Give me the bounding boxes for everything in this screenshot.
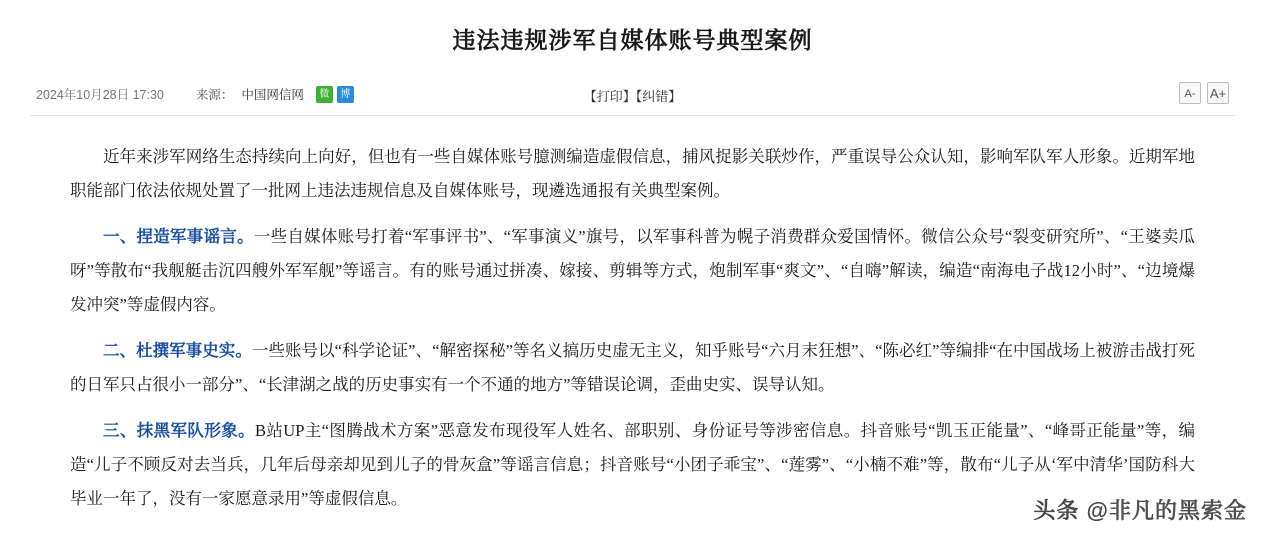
paragraph-item-2	[70, 334, 1195, 402]
paragraph-lead: 三、抹黑军队形象。	[103, 421, 255, 440]
watermark-prefix: 头条 @	[1033, 498, 1109, 523]
right-margin	[1247, 0, 1265, 533]
paragraph-text: 一些账号以“科学论证”、“解密探秘”等名义搞历史虚无主义，知乎账号“六月末狂想”、“陈必红”等编排“在中国战场上被游击战打死的日军只占很小一部分”、“长津湖之战的历史事实有一个不通的地方”等错误论调，歪曲史实、误导认知。	[70, 341, 1196, 394]
font-decrease-button[interactable]: A-	[1179, 82, 1201, 104]
source-label: 来源：	[195, 88, 234, 102]
paragraph-lead: 二、杜撰军事史实。	[103, 341, 252, 360]
publish-date: 2024年10月28日 17:30	[36, 88, 164, 102]
paragraph-text: 近年来涉军网络生态持续向上向好，但也有一些自媒体账号臆测编造虚假信息，捕风捉影关联炒作，严重误导公众认知，影响军队军人形象。近期军地职能部门依法依规处置了一批网上违法违规信息及自媒体账号，现遴选通报有关典型案例。	[70, 147, 1195, 200]
wechat-share-icon-glyph: 微	[319, 88, 330, 100]
article-body	[70, 140, 1195, 516]
paragraph-text: 一些自媒体账号打着“军事评书”、“军事演义”旗号，以军事科普为幌子消费群众爱国情怀。微信公众号“裂变研究所”、“王婆卖瓜呀”等散布“我舰艇击沉四艘外军军舰”等谣言。有的账号通过拼凑、嫁接、剪辑等方式，炮制军事“爽文”、“自嗨”解读，编造“南海电子战12小时”、“边境爆发冲突”等虚假内容。	[70, 227, 1196, 314]
print-correct-actions[interactable]	[30, 86, 1235, 105]
watermark	[1033, 494, 1247, 525]
weibo-share-icon-glyph: 博	[340, 88, 351, 100]
print-and-correct-link[interactable]: 【打印】【纠错】	[583, 89, 682, 104]
paragraph-lead: 一、捏造军事谣言。	[103, 227, 254, 246]
paragraph-item-1	[70, 220, 1195, 322]
watermark-name: 非凡的黑索金	[1108, 498, 1247, 523]
left-margin	[0, 0, 18, 533]
font-size-controls	[1179, 82, 1229, 104]
article-container	[18, 0, 1247, 533]
paragraph-text: B站UP主“图腾战术方案”恶意发布现役军人姓名、部职别、身份证号等涉密信息。抖音账号“凯玉正能量”、“峰哥正能量”等，编造“儿子不顾反对去当兵，几年后母亲却见到儿子的骨灰盒”等谣言信息；抖音账号“小团子乖宝”、“莲雾”、“小楠不难”等，散布“儿子从‘军中清华’国防科大毕业一年了，没有一家愿意录用”等虚假信息。	[70, 421, 1196, 508]
meta-bar	[30, 77, 1235, 116]
page-title: 违法违规涉军自媒体账号典型案例	[452, 28, 813, 53]
font-increase-button[interactable]: A+	[1207, 82, 1229, 104]
paragraph-item-3	[70, 414, 1195, 516]
source-name: 中国网信网	[241, 88, 304, 102]
paragraph-intro	[70, 140, 1195, 208]
